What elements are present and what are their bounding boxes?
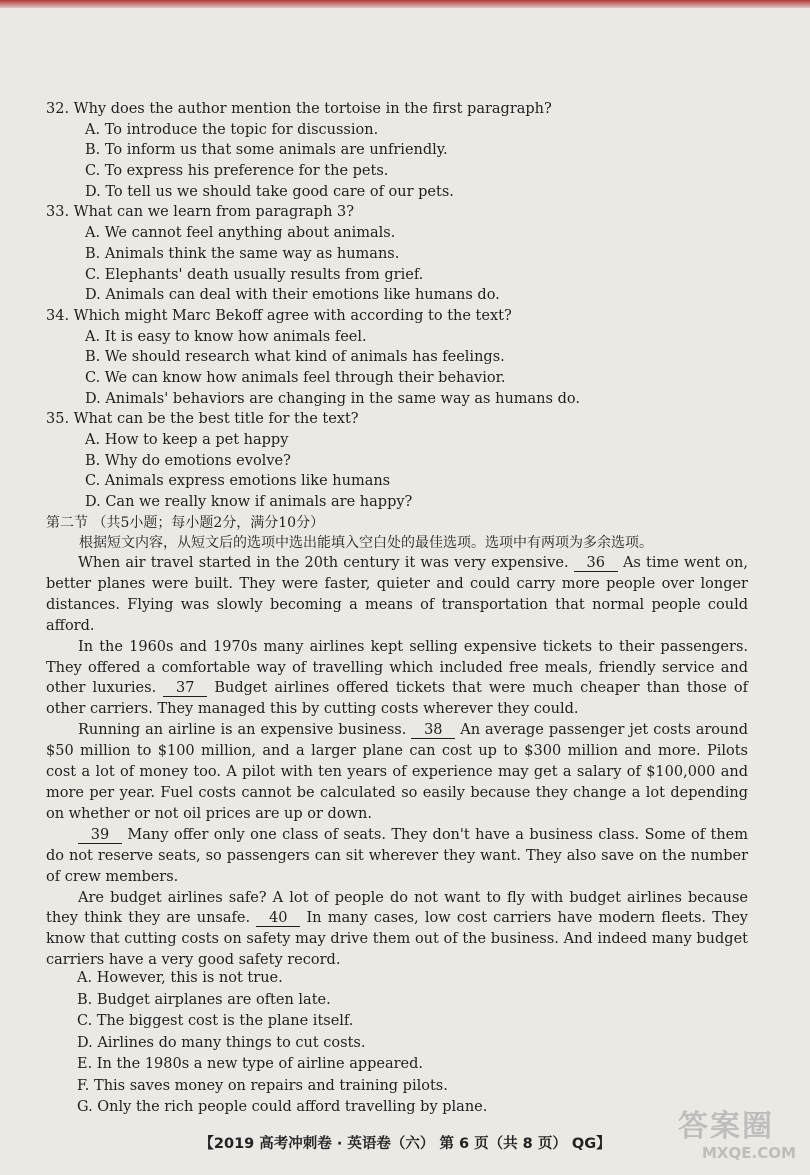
question-34-option-b: B. We should research what kind of animals has feelings. (85, 349, 505, 366)
question-33-option-d: D. Animals can deal with their emotions like humans do. (85, 287, 500, 304)
paragraph-text: Budget airlines offered tickets that were much cheaper than those of other carriers. They managed this by cutting costs wherever they could. (46, 680, 748, 718)
question-32-stem: 32. Why does the author mention the tortoise in the first paragraph? (46, 101, 552, 117)
choice-d: D. Airlines do many things to cut costs. (77, 1034, 366, 1051)
answer-choices (77, 968, 487, 1119)
blank-37: 37 (163, 681, 207, 697)
question-34-option-a: A. It is easy to know how animals feel. (85, 328, 367, 345)
passage-paragraph (46, 888, 748, 972)
paragraph-text: When air travel started in the 20th century it was very expensive. (78, 555, 574, 571)
choice-a: A. However, this is not true. (77, 970, 283, 986)
paragraph-text: In many cases, low cost carriers have modern fleets. They know that cutting costs on safety may drive them out of the business. And indeed many budget carriers have a very good safety record. (46, 910, 748, 969)
choice-g: G. Only the rich people could afford travelling by plane. (77, 1099, 488, 1115)
paragraph-text: Running an airline is an expensive business. (78, 722, 412, 739)
blank-38: 38 (411, 723, 455, 739)
passage-paragraph (46, 637, 748, 721)
paragraph-text: Many offer only one class of seats. They don't have a business class. Some of them do not reserve seats, so passengers can sit wherever they want. They also save on the number of crew members. (46, 826, 748, 885)
passage-paragraph (46, 720, 748, 825)
question-34-option-c: C. We can know how animals feel through their behavior. (85, 369, 506, 386)
paragraph-text: In the 1960s and 1970s many airlines kept selling expensive tickets to their passengers. They offered a comfortable way of travelling which included free meals, friendly service and other luxuries. (46, 638, 748, 697)
watermark-logo (678, 1110, 796, 1168)
page-footer: 【2019 高考冲刺卷 · 英语卷（六） 第 6 页（共 8 页） QG】 (199, 1136, 611, 1152)
question-32-option-d: D. To tell us we should take good care of our pets. (85, 183, 454, 200)
question-32-option-a: A. To introduce the topic for discussion. (85, 121, 379, 138)
paragraph-text: An average passenger jet costs around $50 million to $100 million, and a larger plane can cost up to $300 million and more. Pilots cost a lot of money too. A pilot with ten years of experience may get a salary of $100,000 and more per year. Fuel costs cannot be calculated so easily because they change a lot depending on whether or not oil prices are up or down. (46, 722, 748, 822)
blank-40: 40 (256, 911, 300, 927)
watermark-logo-text: 答案圈 (678, 1109, 774, 1144)
blank-36: 36 (574, 556, 618, 572)
reading-questions (46, 99, 766, 554)
question-33-option-a: A. We cannot feel anything about animals. (85, 225, 396, 242)
question-33-stem: 33. What can we learn from paragraph 3? (46, 204, 355, 221)
watermark-url: MXQE.COM (702, 1144, 796, 1162)
question-35-option-c: C. Animals express emotions like humans (85, 473, 391, 490)
choice-b: B. Budget airplanes are often late. (77, 991, 331, 1008)
question-35-stem: 35. What can be the best title for the text? (46, 411, 359, 428)
question-35-option-d: D. Can we really know if animals are happy? (85, 494, 413, 511)
section-heading: 第二节 （共5小题；每小题2分，满分10分） (46, 514, 325, 531)
question-34-option-d: D. Animals' behaviors are changing in the same way as humans do. (85, 390, 580, 407)
choice-c: C. The biggest cost is the plane itself. (77, 1013, 354, 1029)
passage-paragraph (46, 553, 748, 637)
blank-39: 39 (78, 828, 122, 844)
question-34-stem: 34. Which might Marc Bekoff agree with according to the text? (46, 307, 512, 324)
question-32-option-c: C. To express his preference for the pets. (85, 163, 389, 180)
question-32-option-b: B. To inform us that some animals are unfriendly. (85, 142, 448, 159)
question-33-option-b: B. Animals think the same way as humans. (85, 245, 400, 262)
choice-f: F. This saves money on repairs and training pilots. (77, 1077, 448, 1094)
paragraph-text: Are budget airlines safe? A lot of people do not want to fly with budget airlines because they think they are unsafe. (46, 889, 748, 927)
cloze-passage (46, 553, 748, 971)
paragraph-text: As time went on, better planes were built. They were faster, quieter and could carry more people over longer distances. Flying was slowly becoming a means of transportation that normal people could afford. (46, 555, 749, 634)
question-33-option-c: C. Elephants' death usually results from grief. (85, 266, 424, 283)
choice-e: E. In the 1980s a new type of airline appeared. (77, 1056, 424, 1072)
section-instruction: 根据短文内容，从短文后的选项中选出能填入空白处的最佳选项。选项中有两项为多余选项。 (79, 535, 653, 552)
passage-paragraph (46, 825, 748, 888)
question-35-option-b: B. Why do emotions evolve? (85, 452, 291, 469)
question-35-option-a: A. How to keep a pet happy (85, 432, 289, 448)
